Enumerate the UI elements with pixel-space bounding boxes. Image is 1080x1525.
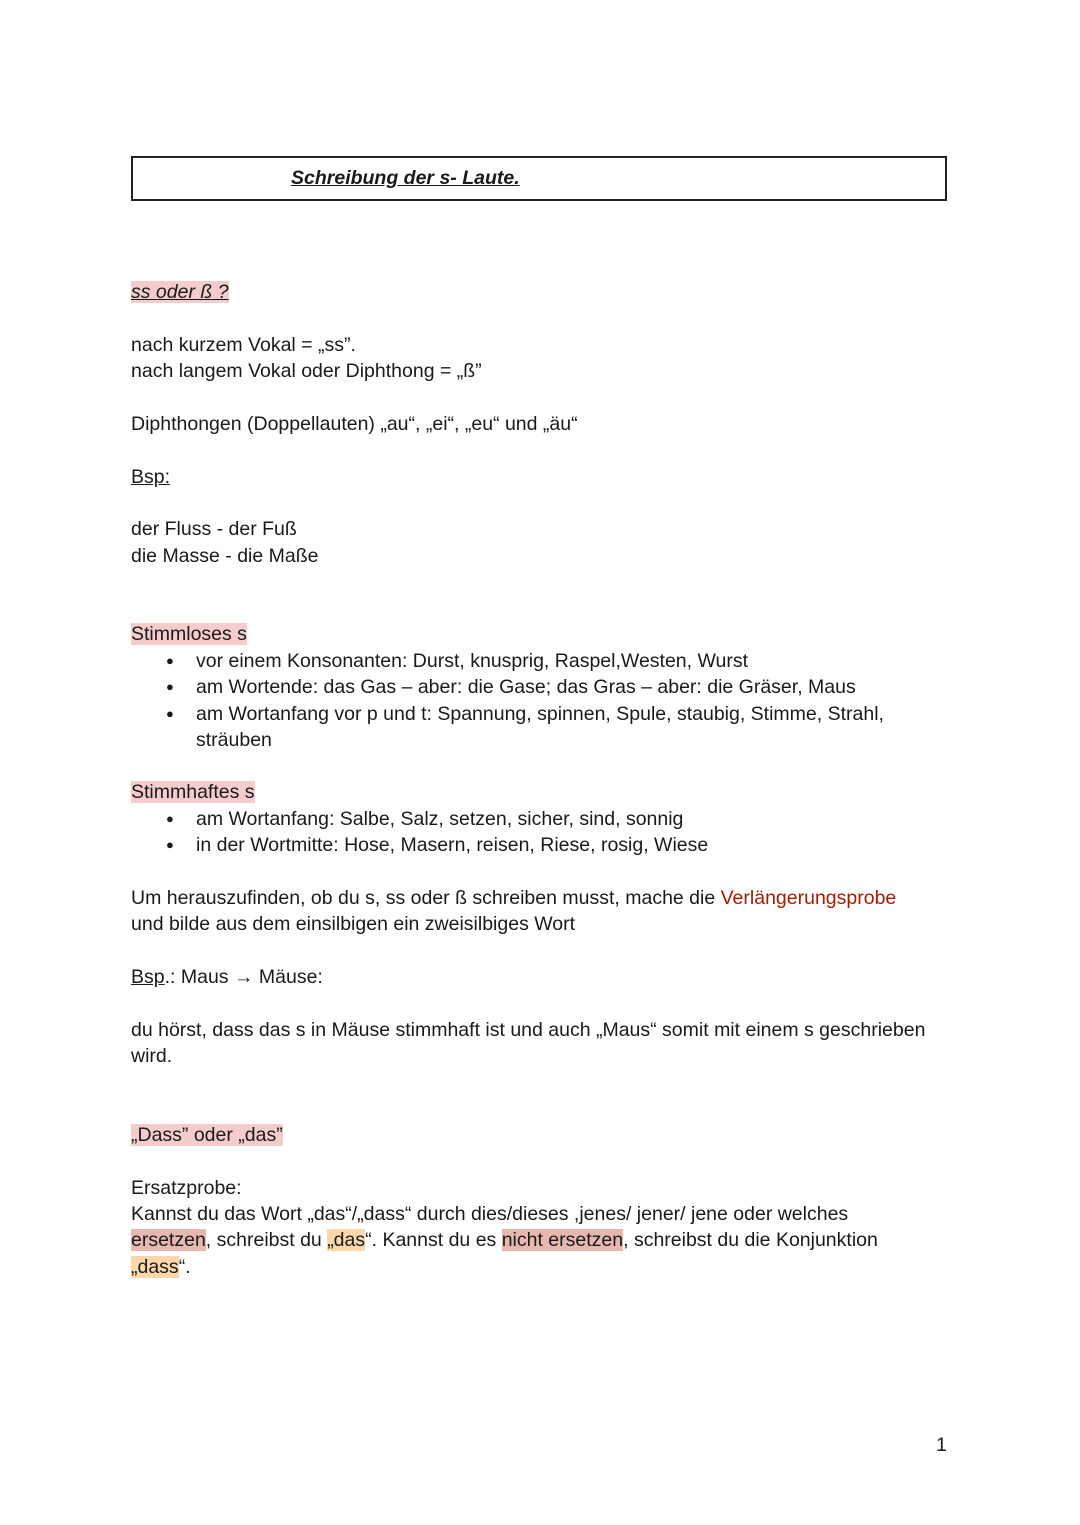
stimmlos-list <box>131 648 936 754</box>
list-item: ● vor einem Konsonanten: Durst, knusprig, Raspel,Westen, Wurst <box>196 648 936 674</box>
diphthong-note: Diphthongen (Doppellauten) „au“, „ei“, „eu“ und „äu“ <box>131 413 578 435</box>
paragraph: Kannst du das Wort „das“/„dass“ durch dies/dieses ,jenes/ jener/ jene oder welches <box>131 1203 849 1225</box>
title-box <box>131 156 947 201</box>
ersatzprobe-label: Ersatzprobe: <box>131 1177 242 1199</box>
paragraph: ersetzen, schreibst du „das“. Kannst du es nicht ersetzen, schreibst du die Konjunktion <box>131 1229 878 1251</box>
example-line: Bsp.: Maus → Mäuse: <box>131 966 323 988</box>
page-title: Schreibung der s- Laute. <box>291 167 520 189</box>
paragraph: und bilde aus dem einsilbigen ein zweisilbiges Wort <box>131 913 576 935</box>
heading-stimmhaftes-s: Stimmhaftes s <box>131 781 255 803</box>
rule-long-vowel: nach langem Vokal oder Diphthong = „ß” <box>131 360 482 382</box>
list-item: ● in der Wortmitte: Hose, Masern, reisen, Riese, rosig, Wiese <box>196 832 936 858</box>
list-item: ● am Wortanfang vor p und t: Spannung, spinnen, Spule, staubig, Stimme, Strahl, sträuben <box>196 701 936 754</box>
stimmhaft-list <box>131 806 936 859</box>
list-item: ● am Wortende: das Gas – aber: die Gase; das Gras – aber: die Gräser, Maus <box>196 674 936 700</box>
paragraph: du hörst, dass das s in Mäuse stimmhaft ist und auch „Maus“ somit mit einem s geschrieben <box>131 1019 926 1041</box>
verlaengerungsprobe-term: Verlängerungsprobe <box>720 887 897 909</box>
example-line: der Fluss - der Fuß <box>131 518 297 540</box>
list-item: ● am Wortanfang: Salbe, Salz, setzen, sicher, sind, sonnig <box>196 806 936 832</box>
paragraph: Um herauszufinden, ob du s, ss oder ß schreiben musst, mache die Verlängerungsprobe <box>131 887 897 909</box>
example-line: die Masse - die Maße <box>131 545 319 567</box>
heading-ss-oder-sz: ss oder ß ? <box>131 281 229 303</box>
heading-stimmloses-s: Stimmloses s <box>131 623 247 645</box>
rule-short-vowel: nach kurzem Vokal = „ss”. <box>131 334 356 356</box>
page-number: 1 <box>936 1434 947 1456</box>
paragraph: „dass“. <box>131 1256 191 1278</box>
example-label: Bsp: <box>131 466 171 488</box>
paragraph: wird. <box>131 1045 173 1067</box>
heading-dass-oder-das: „Dass” oder „das” <box>131 1124 283 1146</box>
